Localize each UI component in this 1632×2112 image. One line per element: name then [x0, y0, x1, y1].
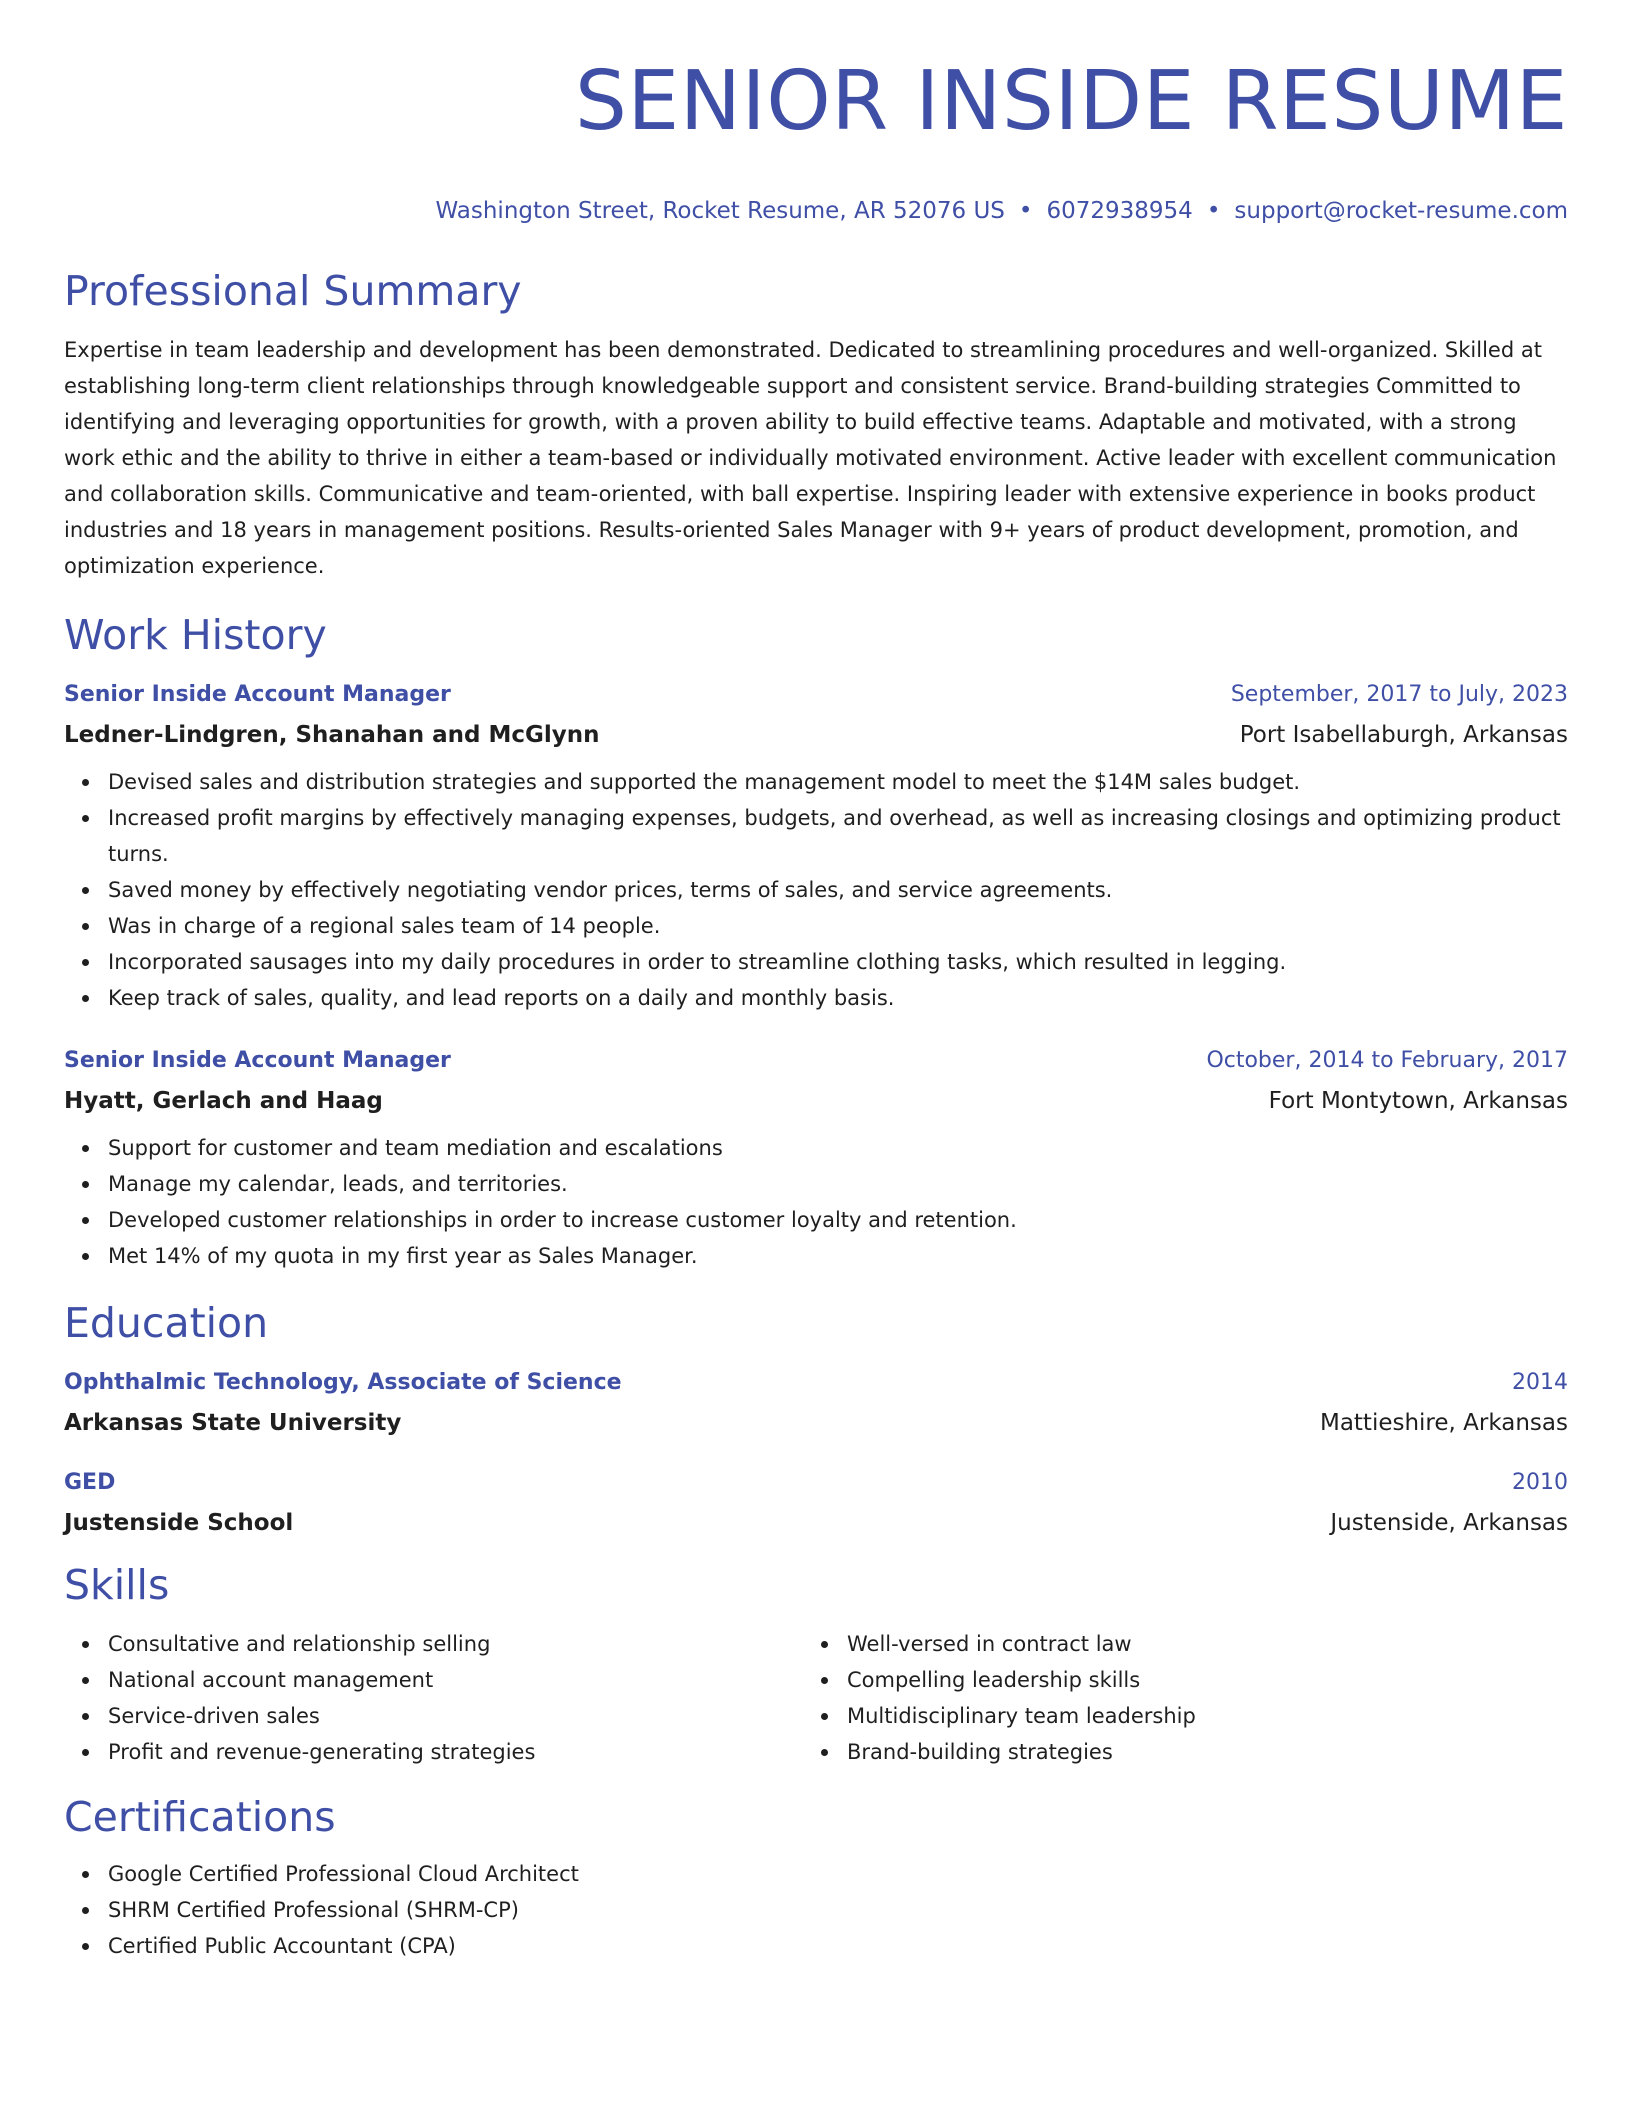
- skills-heading: Skills: [64, 1561, 170, 1609]
- contact-line: [64, 196, 1568, 226]
- job-header: [64, 1046, 1568, 1076]
- skill-item: Brand-building strategies: [847, 1734, 1542, 1770]
- contact-separator: •: [1206, 198, 1221, 224]
- job-bullet: Support for customer and team mediation and escalations: [108, 1130, 1568, 1166]
- education-header: [64, 1468, 1568, 1498]
- education-degree: Ophthalmic Technology, Associate of Science: [64, 1370, 622, 1395]
- job-bullet: Saved money by effectively negotiating vendor prices, terms of sales, and service agreements.: [108, 872, 1568, 908]
- education-entry: [64, 1468, 1568, 1538]
- job-bullet: Developed customer relationships in order to increase customer loyalty and retention.: [108, 1202, 1568, 1238]
- work-history-section: [64, 610, 1568, 1274]
- summary-text: Expertise in team leadership and development has been demonstrated. Dedicated to streamlining procedures and well-organized. Skilled at establishing long-term client relationships through knowledgeable support and consistent service. Brand-building strategies Committed to identifying and leveraging opportunities for growth, with a proven ability to build effective teams. Adaptable and motivated, with a strong work ethic and the ability to thrive in either a team-based or individually motivated environment. Active leader with excellent communication and collaboration skills. Communicative and team-oriented, with ball expertise. Inspiring leader with extensive experience in books product industries and 18 years in management positions. Results-oriented Sales Manager with 9+ years of product development, promotion, and optimization experience.: [64, 338, 1557, 578]
- skills-list-left: [64, 1626, 803, 1770]
- certifications-heading: Certifications: [64, 1793, 336, 1841]
- certifications-section: [64, 1792, 1568, 1964]
- job-entry: [64, 1046, 1568, 1274]
- job-dates: September, 2017 to July, 2023: [1230, 682, 1568, 707]
- job-bullet: Increased profit margins by effectively managing expenses, budgets, and overhead, as well as increasing closings and optimizing product turns.: [108, 800, 1568, 872]
- job-bullet: Keep track of sales, quality, and lead reports on a daily and monthly basis.: [108, 980, 1568, 1016]
- education-subheader: [64, 1508, 1568, 1538]
- job-company: Ledner-Lindgren, Shanahan and McGlynn: [64, 722, 600, 748]
- education-year: 2014: [1512, 1370, 1568, 1395]
- job-subheader: [64, 720, 1568, 750]
- education-year: 2010: [1512, 1470, 1568, 1495]
- job-location: Port Isabellaburgh, Arkansas: [1239, 722, 1568, 748]
- skills-section: [64, 1560, 1568, 1770]
- job-bullet: Met 14% of my quota in my first year as Sales Manager.: [108, 1238, 1568, 1274]
- job-bullet: Devised sales and distribution strategies and supported the management model to meet the $14M sales budget.: [108, 764, 1568, 800]
- skill-item: Compelling leadership skills: [847, 1662, 1542, 1698]
- contact-email: support@rocket-resume.com: [1234, 198, 1568, 224]
- job-title: Senior Inside Account Manager: [64, 682, 451, 707]
- skill-item: National account management: [108, 1662, 803, 1698]
- education-school: Justenside School: [64, 1510, 294, 1536]
- contact-address: Washington Street, Rocket Resume, AR 52076 US: [435, 198, 1005, 224]
- job-bullets: [64, 764, 1568, 1016]
- contact-phone: 6072938954: [1046, 198, 1193, 224]
- job-subheader: [64, 1086, 1568, 1116]
- education-subheader: [64, 1408, 1568, 1438]
- job-dates: October, 2014 to February, 2017: [1206, 1048, 1568, 1073]
- certification-item: SHRM Certified Professional (SHRM-CP): [108, 1892, 1568, 1928]
- skill-item: Well-versed in contract law: [847, 1626, 1542, 1662]
- work-history-heading: Work History: [64, 611, 327, 659]
- skill-item: Service-driven sales: [108, 1698, 803, 1734]
- skills-grid: [64, 1626, 1568, 1770]
- job-bullet: Incorporated sausages into my daily procedures in order to streamline clothing tasks, which resulted in legging.: [108, 944, 1568, 980]
- job-header: [64, 680, 1568, 710]
- certifications-list: [64, 1856, 1568, 1964]
- skill-item: Consultative and relationship selling: [108, 1626, 803, 1662]
- job-bullets: [64, 1130, 1568, 1274]
- education-degree: GED: [64, 1470, 116, 1495]
- job-company: Hyatt, Gerlach and Haag: [64, 1088, 383, 1114]
- education-header: [64, 1368, 1568, 1398]
- education-entry: [64, 1368, 1568, 1438]
- certification-item: Google Certified Professional Cloud Architect: [108, 1856, 1568, 1892]
- job-entry: [64, 680, 1568, 1016]
- education-school: Arkansas State University: [64, 1410, 402, 1436]
- education-section: [64, 1298, 1568, 1538]
- summary-section: [64, 266, 1568, 584]
- education-heading: Education: [64, 1299, 269, 1347]
- skill-item: Multidisciplinary team leadership: [847, 1698, 1542, 1734]
- summary-heading: Professional Summary: [64, 267, 522, 315]
- education-location: Mattieshire, Arkansas: [1319, 1410, 1568, 1436]
- contact-separator: •: [1018, 198, 1033, 224]
- skill-item: Profit and revenue-generating strategies: [108, 1734, 803, 1770]
- job-location: Fort Montytown, Arkansas: [1268, 1088, 1568, 1114]
- job-title: Senior Inside Account Manager: [64, 1048, 451, 1073]
- education-location: Justenside, Arkansas: [1330, 1510, 1568, 1536]
- job-bullet: Manage my calendar, leads, and territories.: [108, 1166, 1568, 1202]
- certification-item: Certified Public Accountant (CPA): [108, 1928, 1568, 1964]
- job-bullet: Was in charge of a regional sales team of 14 people.: [108, 908, 1568, 944]
- skills-list-right: [803, 1626, 1542, 1770]
- resume-title: SENIOR INSIDE RESUME: [574, 54, 1568, 149]
